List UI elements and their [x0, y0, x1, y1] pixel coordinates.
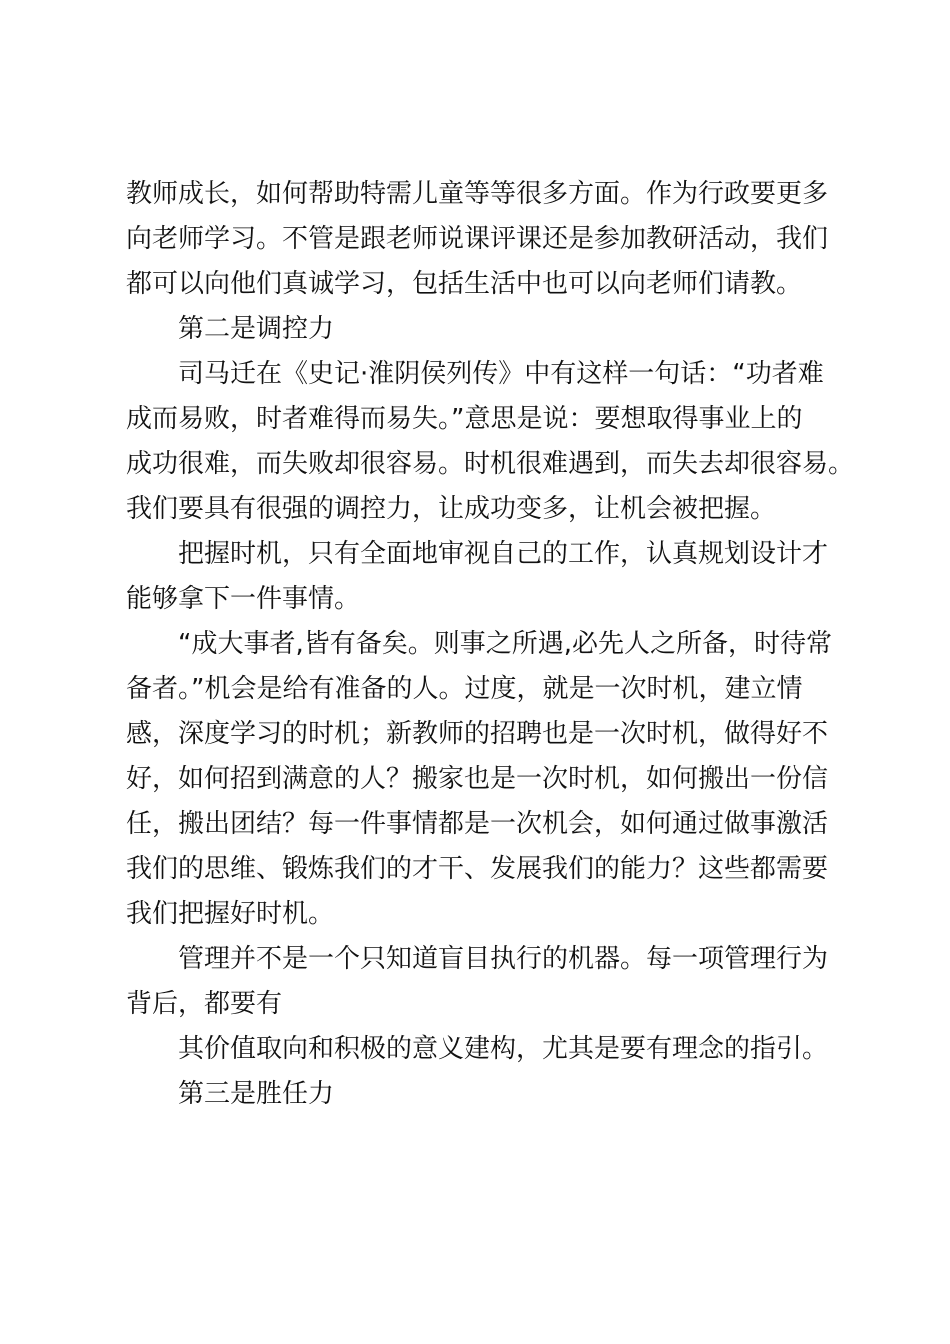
paragraph-management — [126, 937, 846, 1027]
text-line: 成功很难，而失败却很容易。时机很难遇到，而失去却很容易。 — [126, 449, 855, 479]
text-line: 都可以向他们真诚学习，包括生活中也可以向老师们请教。 — [126, 269, 803, 299]
text-line: 我们要具有很强的调控力，让成功变多，让机会被把握。 — [126, 494, 777, 524]
paragraph-continuation — [126, 172, 846, 307]
paragraph-seize-opportunity — [126, 532, 846, 622]
paragraph-sima-qian-quote — [126, 352, 855, 532]
text-line: 好，如何招到满意的人？搬家也是一次时机，如何搬出一份信 — [126, 764, 829, 794]
text-line: 背后，都要有 — [126, 989, 283, 1019]
text-line: 能够拿下一件事情。 — [126, 584, 361, 614]
text-line: 备者。”机会是给有准备的人。过度，就是一次时机，建立情 — [126, 674, 803, 704]
document-body — [126, 172, 855, 1117]
text-line: 任，搬出团结？每一件事情都是一次机会，如何通过做事激活 — [126, 809, 829, 839]
text-line: 把握时机，只有全面地审视自己的工作，认真规划设计才 — [178, 539, 829, 569]
section-heading-competence — [126, 1072, 846, 1117]
section-heading-regulation — [126, 307, 846, 352]
text-line: 我们的思维、锻炼我们的才干、发展我们的能力？这些都需要 — [126, 854, 829, 884]
text-line: 教师成长，如何帮助特需儿童等等很多方面。作为行政要更多 — [126, 179, 829, 209]
heading-line: 第二是调控力 — [178, 314, 335, 344]
paragraph-preparation — [126, 622, 846, 937]
text-line: 司马迁在《史记·淮阴侯列传》中有这样一句话：“功者难 — [178, 359, 824, 389]
text-line: “成大事者,皆有备矣。则事之所遇,必先人之所备，时待常 — [178, 629, 832, 659]
text-line: 我们把握好时机。 — [126, 899, 335, 929]
text-line: 其价值取向和积极的意义建构，尤其是要有理念的指引。 — [178, 1034, 829, 1064]
text-line: 成而易败，时者难得而易失。”意思是说：要想取得事业上的 — [126, 404, 803, 434]
heading-line: 第三是胜任力 — [178, 1079, 335, 1109]
text-line: 管理并不是一个只知道盲目执行的机器。每一项管理行为 — [178, 944, 829, 974]
paragraph-values — [126, 1027, 846, 1072]
text-line: 感，深度学习的时机；新教师的招聘也是一次时机，做得好不 — [126, 719, 829, 749]
text-line: 向老师学习。不管是跟老师说课评课还是参加教研活动，我们 — [126, 224, 829, 254]
